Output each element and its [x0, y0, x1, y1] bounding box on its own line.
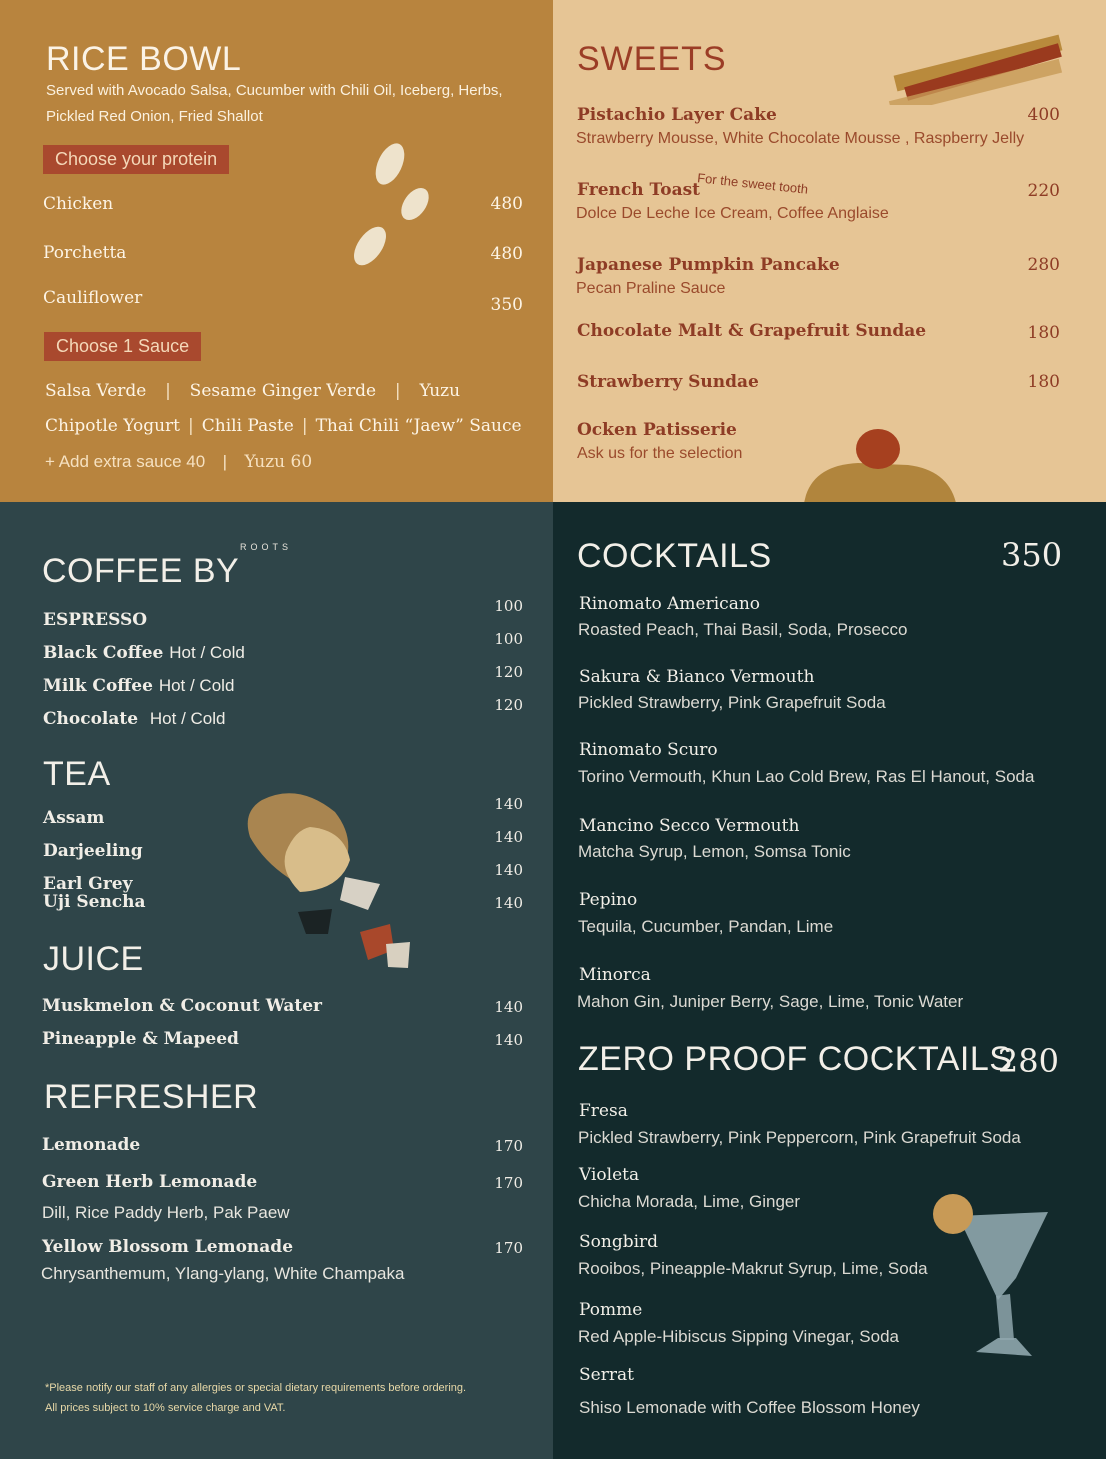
zero-proof-name: Songbird [579, 1232, 659, 1252]
protein-item-chicken: Chicken [43, 194, 114, 214]
zero-proof-desc: Rooibos, Pineapple-Makrut Syrup, Lime, Soda [578, 1259, 928, 1278]
refresher-price: 170 [494, 1137, 523, 1155]
cocktails-section [553, 502, 1106, 1459]
sweet-item-desc: Ask us for the selection [577, 445, 743, 462]
sauce-option: Thai Chili “Jaew” Sauce [315, 416, 522, 436]
zero-proof-price: 280 [997, 1042, 1059, 1080]
juice-item: Pineapple & Mapeed [42, 1029, 239, 1049]
zero-proof-title: ZERO PROOF COCKTAILS [578, 1040, 1013, 1078]
refresher-item: Lemonade [42, 1135, 141, 1155]
juice-price: 140 [494, 998, 523, 1016]
tea-leaves-illustration [240, 782, 420, 972]
sweet-item-price: 280 [1027, 255, 1060, 275]
tea-price: 140 [494, 828, 523, 846]
tea-item: Uji Sencha [43, 892, 146, 912]
sweets-title: SWEETS [577, 40, 727, 78]
roots-logo: ROOTS [240, 542, 293, 552]
seeds-illustration [345, 140, 445, 270]
zero-proof-desc: Red Apple-Hibiscus Sipping Vinegar, Soda [578, 1327, 900, 1346]
protein-price: 350 [490, 295, 523, 315]
cocktail-name: Minorca [579, 965, 651, 985]
protein-label: Choose your protein [43, 145, 229, 174]
extra-sauce: + Add extra sauce 40 | Yuzu 60 [45, 452, 313, 472]
sweet-item-desc: Dolce De Leche Ice Cream, Coffee Anglaise [576, 205, 889, 222]
tea-price: 140 [494, 894, 523, 912]
juice-item: Muskmelon & Coconut Water [42, 996, 322, 1016]
coffee-price: 120 [494, 696, 523, 714]
cocktail-desc: Matcha Syrup, Lemon, Somsa Tonic [578, 842, 851, 861]
sweets-section [553, 0, 1106, 502]
refresher-item: Green Herb Lemonade [42, 1172, 258, 1192]
tea-price: 140 [494, 861, 523, 879]
zero-proof-desc: Pickled Strawberry, Pink Peppercorn, Pink Grapefruit Soda [578, 1128, 1021, 1147]
cocktail-name: Mancino Secco Vermouth [579, 816, 800, 836]
allergy-note: *Please notify our staff of any allergies or special dietary requirements before ordering. [45, 1382, 467, 1394]
juice-title: JUICE [43, 940, 144, 978]
protein-price: 480 [490, 244, 523, 264]
rice-bowl-description: Served with Avocado Salsa, Cucumber with Chili Oil, Iceberg, Herbs, Pickled Red Onion, Fried Shallot [46, 82, 503, 125]
coffee-price: 120 [494, 663, 523, 681]
protein-item-porchetta: Porchetta [43, 243, 127, 263]
coffee-item-name: ESPRESSO [43, 610, 148, 630]
coffee-item-name: Milk Coffee [43, 676, 153, 696]
tea-item: Darjeeling [43, 841, 143, 861]
zero-proof-name: Violeta [579, 1165, 640, 1185]
cinnamon-sticks-illustration [883, 25, 1068, 105]
dome-cake-illustration [798, 425, 963, 502]
cocktail-name: Pepino [579, 890, 638, 910]
rice-bowl-title: RICE BOWL [46, 40, 242, 78]
tea-item: Assam [43, 808, 105, 828]
sweet-item-name: Chocolate Malt & Grapefruit Sundae [577, 321, 927, 341]
coffee-item-option: Hot / Cold [149, 709, 226, 728]
sauce-option: Salsa Verde [45, 381, 147, 401]
coffee-price: 100 [494, 630, 523, 648]
sauce-label: Choose 1 Sauce [44, 332, 201, 361]
refresher-desc: Dill, Rice Paddy Herb, Pak Paew [42, 1203, 290, 1222]
refresher-price: 170 [494, 1174, 523, 1192]
sauce-option: Chili Paste [201, 416, 294, 436]
sweet-item-price: 220 [1027, 181, 1060, 201]
sweet-tooth-note: For the sweet tooth [696, 170, 809, 197]
cocktail-desc: Roasted Peach, Thai Basil, Soda, Prosecco [578, 620, 908, 639]
service-note: All prices subject to 10% service charge and VAT. [45, 1402, 286, 1414]
sweet-item-price: 180 [1027, 372, 1060, 392]
coffee-item-name: Black Coffee [43, 643, 164, 663]
sweet-item-desc: Pecan Praline Sauce [576, 280, 726, 297]
cocktail-desc: Pickled Strawberry, Pink Grapefruit Soda [578, 693, 886, 712]
sweet-item-name: Ocken Patisserie [577, 420, 737, 440]
coffee-item [43, 643, 245, 663]
coffee-item [43, 676, 234, 696]
refresher-price: 170 [494, 1239, 523, 1257]
zero-proof-name: Pomme [579, 1300, 643, 1320]
sweet-item-name: Pistachio Layer Cake [577, 105, 777, 125]
protein-price: 480 [490, 194, 523, 214]
cocktails-price: 350 [1001, 536, 1063, 574]
zero-proof-desc: Chicha Morada, Lime, Ginger [578, 1192, 801, 1211]
refresher-desc: Chrysanthemum, Ylang-ylang, White Champaka [41, 1264, 405, 1283]
cocktails-title: COCKTAILS [577, 537, 772, 575]
drinks-section [0, 502, 553, 1459]
sauce-row-1: Salsa Verde | Sesame Ginger Verde | Yuzu [45, 381, 461, 401]
cocktail-desc: Tequila, Cucumber, Pandan, Lime [578, 917, 834, 936]
sweet-item-name: Strawberry Sundae [577, 372, 759, 392]
sauce-option: Yuzu [419, 381, 461, 401]
coffee-item [43, 610, 147, 630]
sauce-option: Chipotle Yogurt [45, 416, 181, 436]
zero-proof-desc: Shiso Lemonade with Coffee Blossom Honey [579, 1398, 920, 1417]
tea-price: 140 [494, 795, 523, 813]
coffee-item-name: Chocolate [43, 709, 139, 729]
sauce-option: Sesame Ginger Verde [189, 381, 377, 401]
martini-glass-illustration [928, 1190, 1058, 1362]
zero-proof-name: Serrat [579, 1365, 634, 1385]
refresher-title: REFRESHER [44, 1078, 259, 1116]
sweet-item-name: French Toast [577, 180, 701, 200]
protein-item-cauliflower: Cauliflower [43, 288, 143, 308]
cocktail-desc: Mahon Gin, Juniper Berry, Sage, Lime, Tonic Water [577, 992, 964, 1011]
cocktail-desc: Torino Vermouth, Khun Lao Cold Brew, Ras El Hanout, Soda [578, 767, 1035, 786]
sweet-item-name: Japanese Pumpkin Pancake [577, 255, 840, 275]
tea-item: Earl Grey [43, 874, 133, 894]
refresher-item: Yellow Blossom Lemonade [42, 1237, 294, 1257]
sauce-row-2: Chipotle Yogurt | Chili Paste | Thai Chili “Jaew” Sauce [45, 416, 522, 436]
yuzu-extra: Yuzu 60 [244, 452, 313, 472]
sweet-item-price: 180 [1027, 323, 1060, 343]
tea-title: TEA [43, 755, 111, 793]
coffee-price: 100 [494, 597, 523, 615]
coffee-item-option: Hot / Cold [169, 643, 245, 662]
extra-sauce-text: + Add extra sauce 40 [45, 452, 206, 471]
cocktail-name: Sakura & Bianco Vermouth [579, 667, 815, 687]
juice-price: 140 [494, 1031, 523, 1049]
zero-proof-name: Fresa [579, 1101, 628, 1121]
cocktail-name: Rinomato Americano [579, 594, 761, 614]
coffee-item [43, 709, 226, 729]
cocktail-name: Rinomato Scuro [579, 740, 718, 760]
sweet-item-desc: Strawberry Mousse, White Chocolate Mousse , Raspberry Jelly [576, 130, 1025, 147]
coffee-item-option: Hot / Cold [158, 676, 235, 695]
sweet-item-price: 400 [1027, 105, 1060, 125]
rice-bowl-section [0, 0, 553, 502]
coffee-title: COFFEE BY [42, 552, 240, 590]
